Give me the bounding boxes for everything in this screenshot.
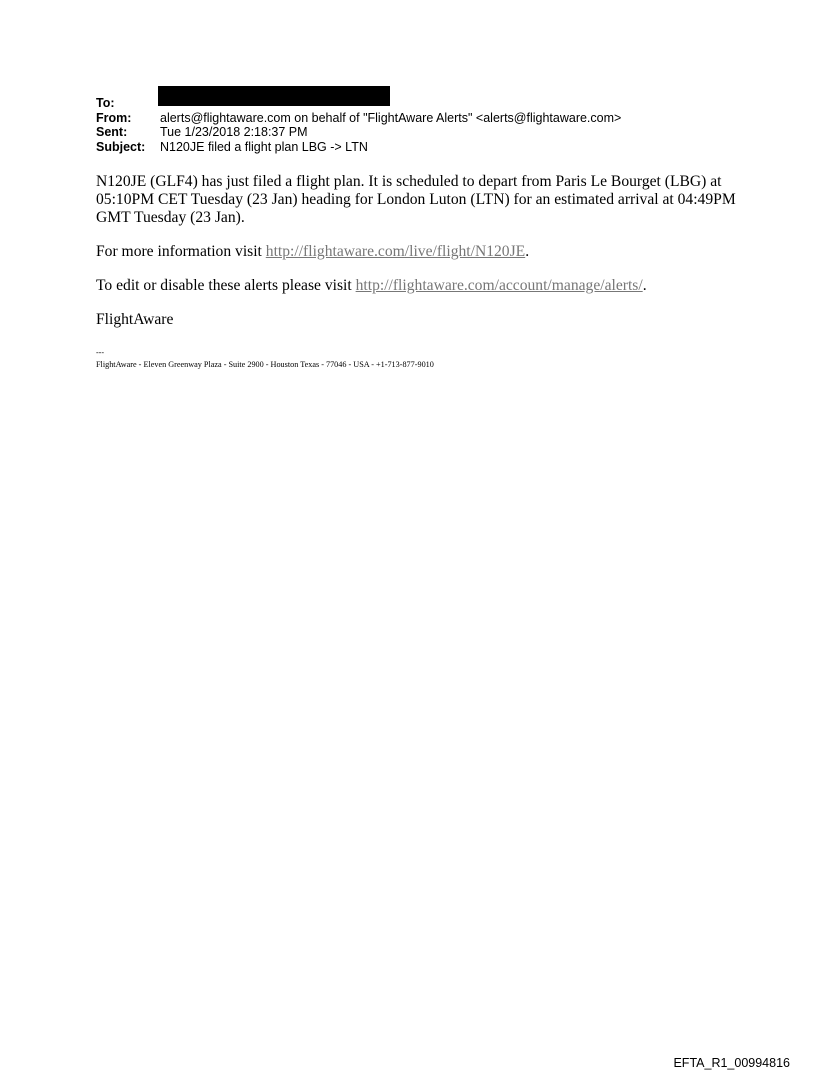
flight-link[interactable]: http://flightaware.com/live/flight/N120JE <box>265 243 526 260</box>
subject-row <box>96 140 621 155</box>
email-body <box>96 173 736 345</box>
from-label: From: <box>96 110 132 125</box>
footer-address: FlightAware - Eleven Greenway Plaza - Suite 2900 - Houston Texas - 77046 - USA - +1-713-877-9010 <box>96 360 434 369</box>
subject-label: Subject: <box>96 139 146 154</box>
more-info-paragraph <box>96 243 736 261</box>
manage-alerts-link[interactable]: http://flightaware.com/account/manage/alerts/ <box>355 277 643 294</box>
more-info-text: For more information visit <box>96 243 266 260</box>
edit-alerts-paragraph <box>96 277 736 295</box>
signature: FlightAware <box>96 311 174 328</box>
sent-value: Tue 1/23/2018 2:18:37 PM <box>160 125 308 139</box>
flight-plan-paragraph: N120JE (GLF4) has just filed a flight plan. It is scheduled to depart from Paris Le Bourget (LBG) at 05:10PM CET Tuesday (23 Jan) heading for London Luton (LTN) for an estimated arrival at 04:49PM GMT Tuesday (23 Jan). <box>96 173 736 226</box>
footer-separator: --- <box>96 348 104 357</box>
more-info-period: . <box>525 243 530 260</box>
sent-row <box>96 125 621 140</box>
to-label: To: <box>96 96 115 110</box>
edit-alerts-text: To edit or disable these alerts please visit <box>96 277 356 294</box>
from-value: alerts@flightaware.com on behalf of "FlightAware Alerts" <alerts@flightaware.com> <box>160 110 622 125</box>
from-row <box>96 111 621 126</box>
sent-label: Sent: <box>96 125 128 139</box>
redaction-bar <box>158 86 390 106</box>
edit-alerts-period: . <box>642 277 647 294</box>
subject-value: N120JE filed a flight plan LBG -> LTN <box>160 139 368 154</box>
bates-number: EFTA_R1_00994816 <box>673 1056 790 1070</box>
